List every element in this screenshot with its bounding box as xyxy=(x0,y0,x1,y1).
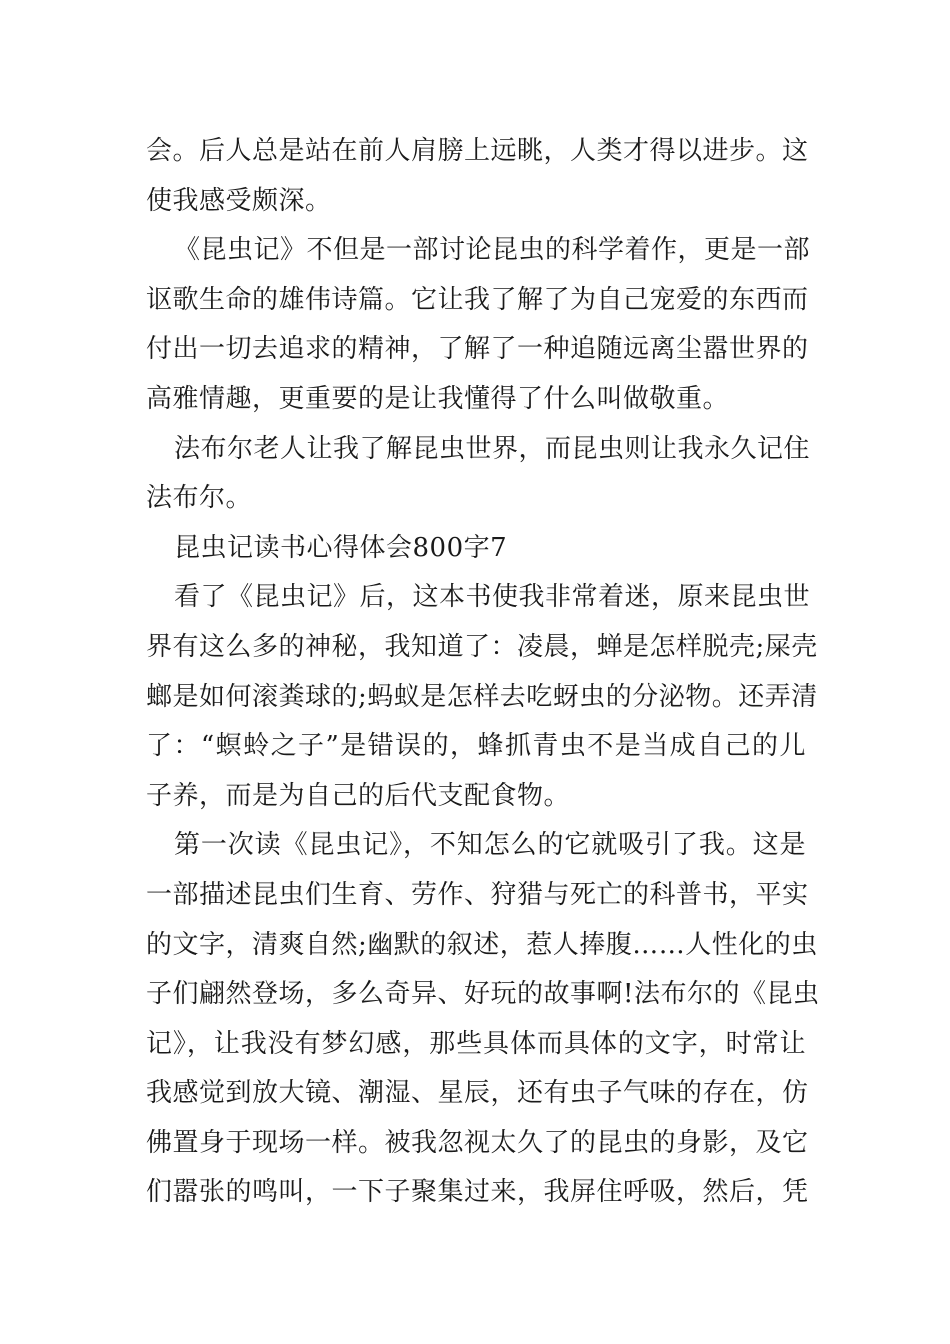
text-line: 记》，让我没有梦幻感，那些具体而具体的文字，时常让 xyxy=(146,1028,806,1059)
paragraph-1 xyxy=(146,127,809,226)
text-line: 看了《昆虫记》后，这本书使我非常着迷，原来昆虫世 xyxy=(174,582,811,613)
text-line: 高雅情趣，更重要的是让我懂得了什么叫做敬重。 xyxy=(146,383,730,414)
text-line: 子们翩然登场，多么奇异、好玩的故事啊!法布尔的《昆虫 xyxy=(146,979,820,1010)
paragraph-4 xyxy=(146,573,818,821)
text-line: 的文字，清爽自然;幽默的叙述，惹人捧腹……人性化的虫 xyxy=(146,929,818,960)
text-line: 会。后人总是站在前人肩膀上远眺，人类才得以进步。这 xyxy=(146,136,809,166)
text-line: 子养，而是为自己的后代支配食物。 xyxy=(146,780,571,811)
section-heading xyxy=(146,524,806,574)
text-line: 法布尔。 xyxy=(146,483,253,514)
text-line: 螂是如何滚粪球的;蚂蚁是怎样去吃蚜虫的分泌物。还弄清 xyxy=(146,681,818,712)
paragraph-3 xyxy=(146,425,811,524)
text-line: 法布尔老人让我了解昆虫世界，而昆虫则让我永久记住 xyxy=(174,433,811,464)
text-line: 一部描述昆虫们生育、劳作、狩猎与死亡的科普书，平实 xyxy=(146,879,809,910)
text-line: 《昆虫记》不但是一部讨论昆虫的科学着作，更是一部 xyxy=(174,235,811,266)
heading-text: 昆虫记读书心得体会800字7 xyxy=(174,532,508,563)
text-line: 界有这么多的神秘，我知道了：凌晨，蝉是怎样脱壳;屎壳 xyxy=(146,631,818,662)
document-body xyxy=(146,127,820,1218)
paragraph-2 xyxy=(146,226,811,424)
text-line: 使我感受颇深。 xyxy=(146,185,332,216)
text-line: 第一次读《昆虫记》，不知怎么的它就吸引了我。这是 xyxy=(174,830,806,861)
text-line: 佛置身于现场一样。被我忽视太久了的昆虫的身影，及它 xyxy=(146,1127,809,1158)
text-line: 们嚣张的鸣叫，一下子聚集过来，我屏住呼吸，然后，凭 xyxy=(146,1177,809,1208)
paragraph-5 xyxy=(146,821,820,1218)
text-line: 讴歌生命的雄伟诗篇。它让我了解了为自己宠爱的东西而 xyxy=(146,284,809,315)
text-line: 付出一切去追求的精神，了解了一种追随远离尘嚣世界的 xyxy=(146,334,809,365)
text-line: 了：“螟蛉之子”是错误的，蜂抓青虫不是当成自己的儿 xyxy=(146,731,806,762)
text-line: 我感觉到放大镜、潮湿、星辰，还有虫子气味的存在，仿 xyxy=(146,1078,809,1109)
